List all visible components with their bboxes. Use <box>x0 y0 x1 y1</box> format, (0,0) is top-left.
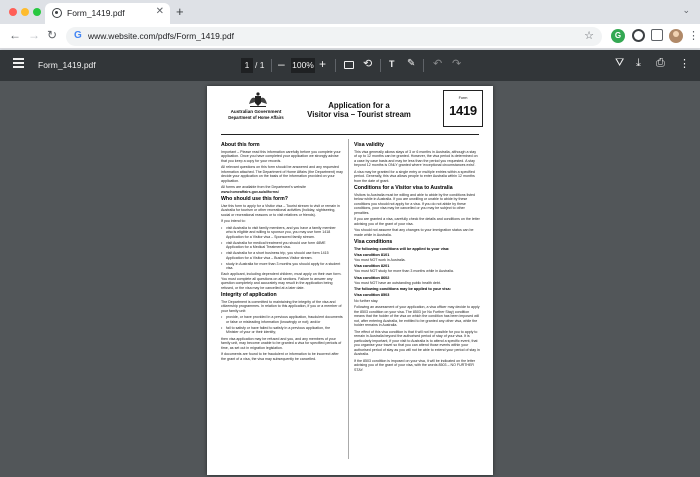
more-options-icon[interactable]: ⋮ <box>688 30 699 42</box>
download-icon[interactable]: ⤓ <box>636 57 641 69</box>
list-item: • visit Australia to visit family members, and you have a family member who is eligible and willing to sponsor you, you may use form 1418 Application for a Visitor visa – Sponsored family stream. <box>221 226 343 240</box>
form-number-box <box>443 90 483 127</box>
about-paragraph-3: All forms are available from the Department's website <box>221 185 306 189</box>
condition-8503-text-3: The effect of this visa condition is that it will not be possible for you to apply to remain in Australia beyond the authorised period of stay of your visa. It is particularly important, if your visit to Australia is to attend a specific event, that you organise your travel so that you can attend those events within your authorised period of stay as you will not be able to extend your period of stay in Australia. <box>354 329 480 357</box>
pdf-viewer[interactable] <box>0 81 700 477</box>
toolbar-divider <box>271 59 272 72</box>
integrity-paragraph-2: then visa application may be refused and you, and any members of your family unit, may become unable to be granted a visa for specified periods of time, as set out in migration legislation. <box>221 336 342 350</box>
list-item: • fail to satisfy or have failed to satisfy in a previous application, the Minister of your or their identity; <box>221 326 343 335</box>
who-paragraph-2: If you intend to: <box>221 219 246 223</box>
about-paragraph-1: Important – Please read this information carefully before you complete your application. Once you have completed your application we strongly advise that you keep a copy for your records. <box>221 149 341 163</box>
close-window-button[interactable] <box>9 8 17 16</box>
conditions-paragraph-2: If you are granted a visa, carefully check the details and conditions on the letter advising you of the grant of your visa. <box>354 217 480 226</box>
condition-8101-text: You must NOT work in Australia. <box>354 257 406 262</box>
form-title-line2: Visitor visa – Tourist stream <box>307 110 411 119</box>
page-total: / 1 <box>255 60 265 70</box>
forward-arrow-icon[interactable]: → <box>28 28 40 42</box>
visa-conditions-heading: Visa conditions <box>354 239 393 245</box>
address-bar[interactable] <box>66 27 602 46</box>
google-icon: G <box>74 30 82 41</box>
maximize-window-button[interactable] <box>33 8 41 16</box>
integrity-heading: Integrity of application <box>221 292 277 299</box>
condition-8201-heading: Visa condition 8201 <box>354 264 390 269</box>
condition-8503-text-1: No further stay. <box>354 298 379 303</box>
pdf-file-name: Form_1419.pdf <box>38 60 96 70</box>
chevron-down-icon[interactable]: ⌄ <box>682 5 690 15</box>
condition-8201-text: You must NOT study for more than 3 months while in Australia. <box>354 269 454 274</box>
page-number-input[interactable]: 1 <box>241 58 253 73</box>
rotate-icon[interactable]: ⟲ <box>363 58 373 70</box>
minimize-window-button[interactable] <box>21 8 29 16</box>
condition-8503-text-2: Following an assessment of your application, a visa officer may decide to apply the 8503 condition on your visa. The 8503 (or No Further Stay) condition means that the holder of the visa on which the condition has been imposed will not, after entering Australia, be entitled to be granted any other visa, while the holder remains in Australia. <box>354 305 480 328</box>
validity-paragraph-1: This visa generally allows stays of 3 or 6 months in Australia, although a stay of up to 12 months can be granted. However, the visa period is determined on a case by case basis and may be less than the period you requested. A stay beyond 12 months is ONLY granted where 'exceptional circumstances exist'. <box>354 149 478 167</box>
pdf-page <box>207 86 493 475</box>
forms-url: www.homeaffairs.gov.au/allforms/ <box>221 189 279 194</box>
extension-ring-icon[interactable] <box>632 29 645 42</box>
agency-name: Australian Government <box>230 109 282 114</box>
form-number: 1419 <box>449 103 477 118</box>
zoom-in-button[interactable]: + <box>319 57 327 71</box>
department-name: Department of Home Affairs <box>228 115 284 120</box>
list-item: • provide, or have provided in a previous application, fraudulent documents or false or misleading information (knowingly or not); and/or <box>221 315 343 324</box>
redo-icon[interactable]: ↷ <box>452 58 462 70</box>
about-paragraph-2: All relevant questions on this form should be answered and any requested information attached. The Department of Home Affairs (the Department) may decide your application on the basis of the information provided on your application. <box>221 165 343 183</box>
coat-of-arms-icon <box>247 92 269 108</box>
pdf-toolbar <box>0 50 700 81</box>
left-column <box>221 140 343 363</box>
browser-toolbar <box>0 24 700 49</box>
draw-pen-icon[interactable]: ✎ <box>407 58 416 69</box>
text-annotation-icon[interactable]: T <box>389 59 395 69</box>
who-paragraph-3: Each applicant, including dependent children, must apply on their own form. You must complete all questions on all sections. Failure to answer any question completely and accurately may result in the application being refused, or the visa may be cancelled at a later date. <box>221 272 342 290</box>
validity-paragraph-2: A visa may be granted for a single entry or multiple entries within a specified period. Generally, this visa allows people to enter Australia within 12 months from the date of grant. <box>354 169 475 183</box>
reload-icon[interactable]: ↻ <box>47 28 58 42</box>
list-item: • visit Australia for a short business trip, you should use form 1415 Application for a Visitor visa – Business Visitor stream. <box>221 251 343 260</box>
toolbar-divider <box>335 59 336 72</box>
zoom-out-button[interactable]: – <box>278 57 285 71</box>
new-tab-button[interactable]: + <box>176 4 184 19</box>
back-arrow-icon[interactable]: ← <box>9 28 21 42</box>
tab-title: Form_1419.pdf <box>67 8 125 18</box>
applied-conditions-note: The following conditions will be applied to your visa: <box>354 246 450 251</box>
form-label: Form <box>458 96 468 100</box>
condition-8503-text-4: If the 8503 condition is imposed on your visa, it will be indicated on the letter advising you of the grant of your visa, with the words 8503 – NO FURTHER STAY. <box>354 358 476 372</box>
condition-8503-heading: Visa condition 8503 <box>354 293 390 298</box>
tab-close-icon[interactable]: ✕ <box>155 6 164 17</box>
may-apply-conditions-note: The following conditions may be applied to your visa: <box>354 287 451 292</box>
condition-8602-heading: Visa condition 8602 <box>354 275 390 280</box>
header-rule <box>221 134 479 135</box>
url-text[interactable]: www.website.com/pdfs/Form_1419.pdf <box>88 31 234 41</box>
form-title-line1: Application for a <box>328 101 390 110</box>
condition-8602-text: You must NOT have an outstanding public health debt. <box>354 280 441 285</box>
fit-to-page-icon[interactable] <box>344 61 354 69</box>
integrity-paragraph-3: If documents are found to be fraudulent or information to be incorrect after the grant of a visa, the visa may subsequently be cancelled. <box>221 352 339 361</box>
undo-icon[interactable]: ↶ <box>433 58 443 70</box>
column-divider <box>348 139 349 459</box>
extensions-puzzle-icon[interactable] <box>651 29 663 41</box>
right-column <box>354 140 480 374</box>
list-item: • study in Australia for more than 3 months you should apply for a student visa. <box>221 262 343 271</box>
print-icon[interactable]: ⎙ <box>656 57 665 69</box>
conditions-heading: Conditions for a Visitor visa to Australia <box>354 185 453 191</box>
who-paragraph-1: Use this form to apply for a Visitor visa – Tourist stream to visit or remain in Australia for tourism or other recreational activities (holiday, sightseeing, social or recreational reasons or to visit relatives or friends). <box>221 203 340 217</box>
toolbar-divider <box>423 59 424 72</box>
about-heading: About this form <box>221 142 260 148</box>
more-actions-icon[interactable]: ⋮ <box>679 58 690 70</box>
profile-avatar[interactable] <box>669 29 683 43</box>
conditions-paragraph-1: Visitors to Australia must be willing and able to abide by the conditions listed below while in Australia. If you are unwilling or unable to abide by these conditions you should not apply for a visa. If you do not abide by these conditions, your visa may be cancelled or you may be subject to other penalties. <box>354 192 475 215</box>
bookmark-star-icon[interactable]: ☆ <box>584 30 594 42</box>
integrity-paragraph-1: The Department is committed to maintaining the integrity of the visa and citizenship programmes. In relation to this application, if you or a member of your family unit: <box>221 299 342 313</box>
toolbar-divider <box>380 59 381 72</box>
tab-strip <box>0 0 700 24</box>
who-heading: Who should use this form? <box>221 196 288 202</box>
zoom-level-input[interactable]: 100% <box>291 58 315 73</box>
conditions-paragraph-3: You should not assume that any changes to your immigration status can be made while in Australia. <box>354 228 474 237</box>
hamburger-menu-icon[interactable] <box>13 58 24 68</box>
extension-g-icon[interactable]: G <box>611 29 625 43</box>
globe-icon <box>52 8 62 18</box>
list-item: • visit Australia for medical treatment you should use form 48ME Application for a Medical Treatment visa. <box>221 241 343 250</box>
browser-tab[interactable] <box>45 3 170 24</box>
validity-heading: Visa validity <box>354 142 384 148</box>
condition-8101-heading: Visa condition 8101 <box>354 252 390 257</box>
save-drive-icon[interactable]: ⛛ <box>615 57 625 69</box>
